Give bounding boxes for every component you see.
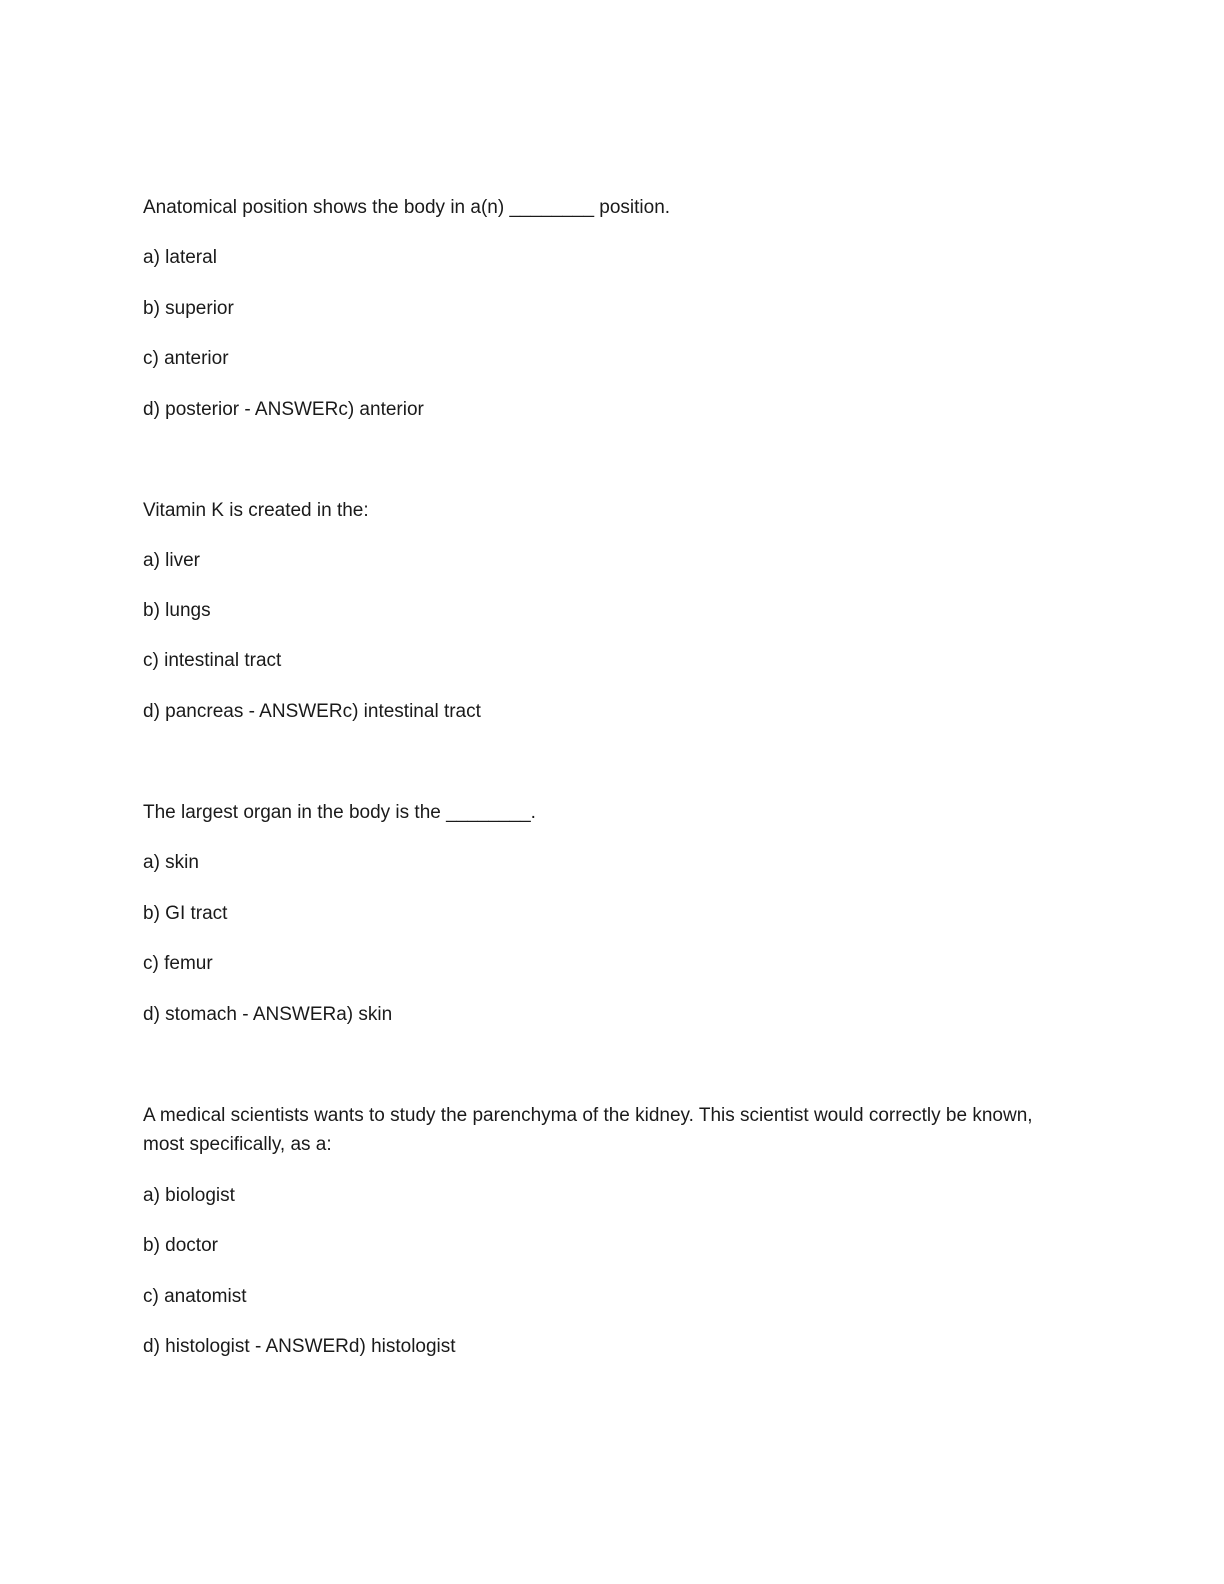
question-2-option-a: a) liver xyxy=(143,550,201,571)
question-3-option-c: c) femur xyxy=(143,953,213,974)
question-4-option-d-answer: d) histologist - ANSWERd) histologist xyxy=(143,1336,456,1357)
question-1-option-b: b) superior xyxy=(143,298,234,319)
question-1-prompt: Anatomical position shows the body in a(n) ________ position. xyxy=(143,197,671,218)
question-2-option-b: b) lungs xyxy=(143,600,211,621)
question-1-option-a: a) lateral xyxy=(143,247,217,268)
question-4-option-c: c) anatomist xyxy=(143,1286,247,1307)
question-3-option-b: b) GI tract xyxy=(143,903,228,924)
question-4-option-a: a) biologist xyxy=(143,1185,235,1206)
question-3-option-d-answer: d) stomach - ANSWERa) skin xyxy=(143,1004,393,1025)
question-2-prompt: Vitamin K is created in the: xyxy=(143,500,369,521)
question-4-prompt: A medical scientists wants to study the parenchyma of the kidney. This scientist would correctly be known, most specifically, as a: xyxy=(143,1105,1033,1155)
question-4-option-b: b) doctor xyxy=(143,1235,218,1256)
question-2-option-c: c) intestinal tract xyxy=(143,650,282,671)
question-1-option-c: c) anterior xyxy=(143,348,229,369)
question-3-option-a: a) skin xyxy=(143,852,199,873)
question-2-option-d-answer: d) pancreas - ANSWERc) intestinal tract xyxy=(143,701,481,722)
question-1-option-d-answer: d) posterior - ANSWERc) anterior xyxy=(143,399,424,420)
question-3-prompt: The largest organ in the body is the ________. xyxy=(143,802,536,823)
